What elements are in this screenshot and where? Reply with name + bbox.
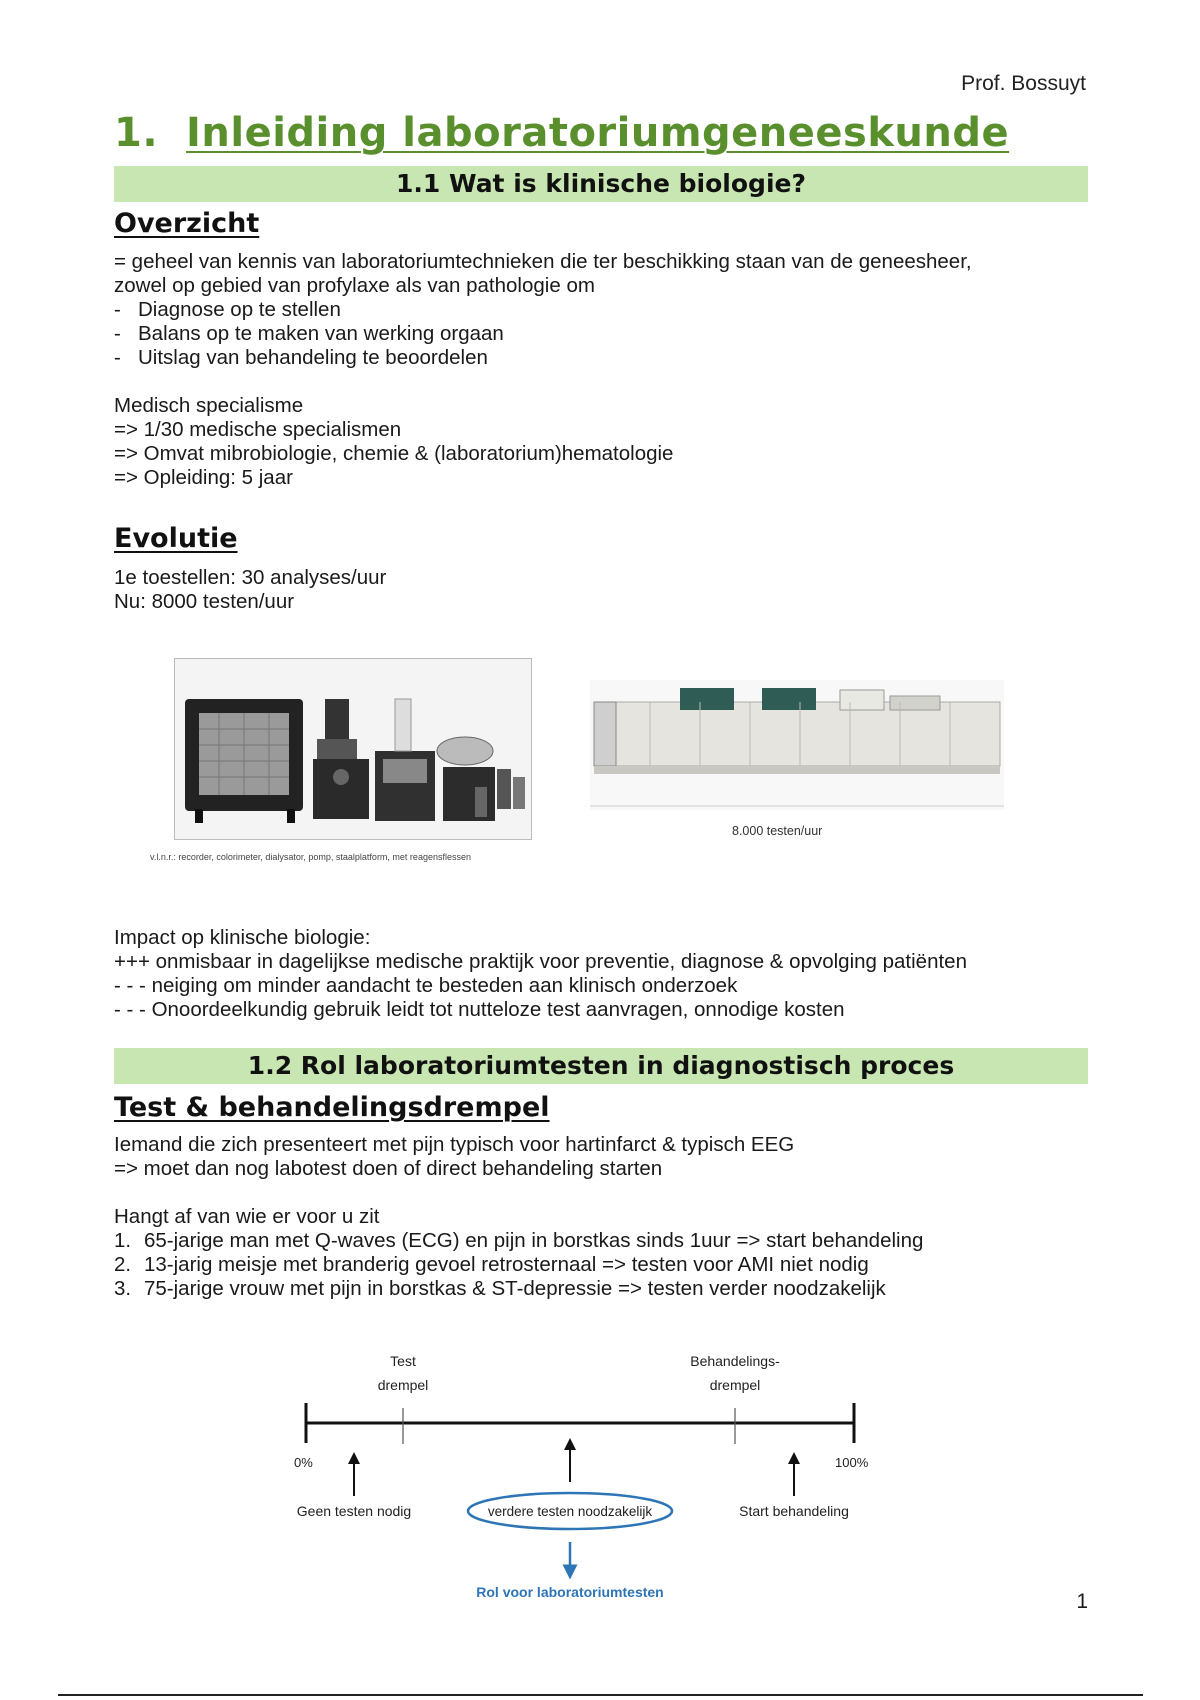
section-2-title: 1.2 Rol laboratoriumtesten in diagnostisch proces	[114, 1048, 1088, 1084]
overzicht-bullet: - Uitslag van behandeling te beoordelen	[114, 346, 488, 370]
overzicht-intro-line-1: = geheel van kennis van laboratoriumtechnieken die ter beschikking staan van de geneesheer,	[114, 250, 972, 273]
drempel-heading: Test & behandelingsdrempel	[114, 1092, 550, 1123]
page-number: 1	[1076, 1590, 1088, 1613]
case-number: 2.	[114, 1253, 132, 1276]
left-zone-label: Geen testen nodig	[296, 1503, 412, 1519]
specialisme-line: => Opleiding: 5 jaar	[114, 466, 293, 489]
treatment-threshold-label-2: drempel	[709, 1377, 761, 1393]
case-number: 1.	[114, 1229, 132, 1252]
early-analyzer-photo	[174, 658, 532, 840]
chapter-title	[114, 110, 1009, 156]
overzicht-intro-line-2: zowel op gebied van profylaxe als van pathologie om	[114, 274, 595, 297]
section-1-title: 1.1 Wat is klinische biologie?	[114, 166, 1088, 202]
threshold-diagram	[280, 1346, 880, 1616]
specialisme-line: => 1/30 medische specialismen	[114, 418, 402, 441]
evolutie-line: 1e toestellen: 30 analyses/uur	[114, 566, 387, 589]
impact-line: - - - neiging om minder aandacht te besteden aan klinisch onderzoek	[114, 974, 738, 997]
case-item	[114, 1277, 886, 1301]
author-name: Prof. Bossuyt	[961, 72, 1086, 95]
treatment-threshold-label-1: Behandelings-	[690, 1353, 780, 1369]
footer-rule	[58, 1694, 1143, 1696]
case-item	[114, 1253, 869, 1277]
specialisme-line: => Omvat mibrobiologie, chemie & (laboratorium)hematologie	[114, 442, 674, 465]
middle-zone-label: verdere testen noodzakelijk	[487, 1504, 653, 1519]
impact-line: +++ onmisbaar in dagelijkse medische praktijk voor preventie, diagnose & opvolging patiënten	[114, 950, 967, 973]
case-item	[114, 1229, 923, 1253]
role-label: Rol voor laboratoriumtesten	[476, 1584, 664, 1600]
case-text: 13-jarig meisje met branderig gevoel retrosternaal => testen voor AMI niet nodig	[144, 1253, 869, 1276]
drempel-line: => moet dan nog labotest doen of direct behandeling starten	[114, 1157, 663, 1180]
modern-analyzer-photo	[590, 680, 1004, 810]
case-text: 75-jarige vrouw met pijn in borstkas & ST-depressie => testen verder noodzakelijk	[144, 1277, 886, 1300]
overzicht-bullet: - Diagnose op te stellen	[114, 298, 341, 322]
case-text: 65-jarige man met Q-waves (ECG) en pijn in borstkas sinds 1uur => start behandeling	[144, 1229, 924, 1252]
evolutie-line: Nu: 8000 testen/uur	[114, 590, 295, 613]
case-number: 3.	[114, 1277, 132, 1300]
axis-end-label: 100%	[835, 1455, 869, 1470]
early-analyzer-illustration	[175, 659, 531, 839]
specialisme-line: Medisch specialisme	[114, 394, 304, 417]
chapter-number: 1.	[114, 110, 159, 156]
evolutie-heading: Evolutie	[114, 523, 238, 554]
early-analyzer-caption: v.l.n.r.: recorder, colorimeter, dialysator, pomp, staalplatform, met reagensflessen	[150, 852, 471, 862]
drempel-line: Iemand die zich presenteert met pijn typisch voor hartinfarct & typisch EEG	[114, 1133, 795, 1156]
modern-analyzer-illustration	[590, 680, 1004, 810]
test-threshold-label-2: drempel	[377, 1377, 429, 1393]
impact-line: - - - Onoordeelkundig gebruik leidt tot nutteloze test aanvragen, onnodige kosten	[114, 998, 845, 1021]
overzicht-bullet: - Balans op te maken van werking orgaan	[114, 322, 504, 346]
chapter-title-text: Inleiding laboratoriumgeneeskunde	[186, 110, 1010, 156]
impact-line: Impact op klinische biologie:	[114, 926, 371, 949]
hangt-af-line: Hangt af van wie er voor u zit	[114, 1205, 380, 1228]
overzicht-heading: Overzicht	[114, 208, 260, 239]
modern-analyzer-caption: 8.000 testen/uur	[732, 824, 823, 838]
axis-start-label: 0%	[294, 1455, 313, 1470]
right-zone-label: Start behandeling	[739, 1503, 849, 1519]
test-threshold-label-1: Test	[390, 1353, 416, 1369]
